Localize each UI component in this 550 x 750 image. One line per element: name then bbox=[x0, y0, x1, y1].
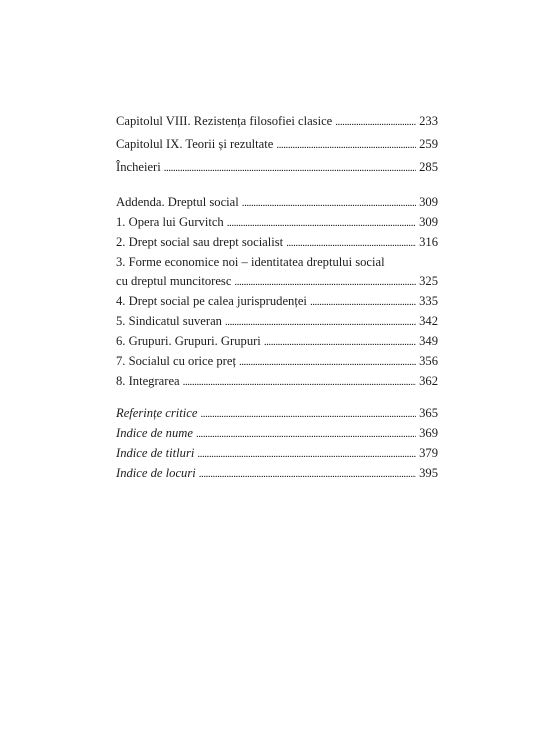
section-gap bbox=[116, 181, 438, 193]
dot-leader bbox=[264, 333, 416, 352]
toc-entry-page: 362 bbox=[419, 374, 438, 388]
dot-leader bbox=[335, 113, 416, 132]
toc-entry-page: 309 bbox=[419, 215, 438, 229]
section-gap bbox=[116, 392, 438, 404]
toc-entry-chapter-9[interactable] bbox=[116, 135, 438, 155]
dot-leader bbox=[225, 313, 416, 332]
toc-entry-page: 365 bbox=[419, 406, 438, 420]
toc-entry-addenda-6[interactable] bbox=[116, 332, 438, 352]
toc-entry-page: 349 bbox=[419, 334, 438, 348]
toc-entry-title: Capitolul VIII. Rezistența filosofiei clasice bbox=[116, 114, 333, 128]
toc-entry-title-continuation: cu dreptul muncitoresc bbox=[116, 274, 232, 288]
toc-entry-addenda-1[interactable] bbox=[116, 213, 438, 233]
toc-entry-title: Addenda. Dreptul social bbox=[116, 195, 239, 209]
toc-entry-page: 233 bbox=[419, 114, 438, 128]
toc-entry-place-index[interactable] bbox=[116, 464, 438, 484]
table-of-contents bbox=[116, 112, 438, 484]
toc-entry-addenda-3-continuation[interactable] bbox=[116, 272, 438, 292]
toc-entry-page: 259 bbox=[419, 137, 438, 151]
toc-entry-addenda-7[interactable] bbox=[116, 352, 438, 372]
toc-entry-page: 379 bbox=[419, 446, 438, 460]
toc-entry-addenda-5[interactable] bbox=[116, 312, 438, 332]
toc-entry-title: 1. Opera lui Gurvitch bbox=[116, 215, 224, 229]
dot-leader bbox=[197, 445, 416, 464]
dot-leader bbox=[310, 293, 416, 312]
toc-entry-page: 356 bbox=[419, 354, 438, 368]
toc-entry-title: 3. Forme economice noi – identitatea dreptului social bbox=[116, 255, 385, 269]
toc-entry-title: 7. Socialul cu orice preț bbox=[116, 354, 236, 368]
toc-entry-name-index[interactable] bbox=[116, 424, 438, 444]
toc-entry-title: Indice de nume bbox=[116, 426, 193, 440]
toc-entry-page: 395 bbox=[419, 466, 438, 480]
toc-entry-addenda-8[interactable] bbox=[116, 372, 438, 392]
toc-entry-title: 8. Integrarea bbox=[116, 374, 180, 388]
dot-leader bbox=[199, 465, 416, 484]
dot-leader bbox=[276, 136, 416, 155]
toc-entry-title: Capitolul IX. Teorii și rezultate bbox=[116, 137, 274, 151]
toc-entry-title: 5. Sindicatul suveran bbox=[116, 314, 222, 328]
dot-leader bbox=[242, 194, 416, 213]
toc-entry-title: Referințe critice bbox=[116, 406, 198, 420]
dot-leader bbox=[234, 273, 416, 292]
toc-entry-title: 2. Drept social sau drept socialist bbox=[116, 235, 284, 249]
toc-entry-addenda-2[interactable] bbox=[116, 233, 438, 253]
toc-entry-page: 316 bbox=[419, 235, 438, 249]
dot-leader bbox=[183, 373, 416, 392]
toc-entry-title: Indice de titluri bbox=[116, 446, 195, 460]
toc-entry-title-index[interactable] bbox=[116, 444, 438, 464]
toc-entry-addenda-4[interactable] bbox=[116, 292, 438, 312]
dot-leader bbox=[200, 405, 416, 424]
toc-entry-title: 4. Drept social pe calea jurisprudenței bbox=[116, 294, 307, 308]
toc-entry-critical-references[interactable] bbox=[116, 404, 438, 424]
dot-leader bbox=[227, 214, 416, 233]
dot-leader bbox=[239, 353, 416, 372]
dot-leader bbox=[196, 425, 416, 444]
dot-leader bbox=[164, 159, 416, 178]
dot-leader bbox=[286, 234, 416, 253]
toc-entry-page: 309 bbox=[419, 195, 438, 209]
toc-entry-conclusions[interactable] bbox=[116, 158, 438, 178]
toc-entry-title: 6. Grupuri. Grupuri. Grupuri bbox=[116, 334, 261, 348]
toc-entry-title: Încheieri bbox=[116, 160, 161, 174]
toc-entry-title: Indice de locuri bbox=[116, 466, 196, 480]
toc-entry-page: 325 bbox=[419, 274, 438, 288]
toc-entry-page: 285 bbox=[419, 160, 438, 174]
toc-entry-page: 369 bbox=[419, 426, 438, 440]
toc-entry-addenda[interactable] bbox=[116, 193, 438, 213]
toc-entry-page: 342 bbox=[419, 314, 438, 328]
toc-entry-addenda-3[interactable] bbox=[116, 253, 438, 272]
toc-entry-chapter-8[interactable] bbox=[116, 112, 438, 132]
toc-entry-page: 335 bbox=[419, 294, 438, 308]
